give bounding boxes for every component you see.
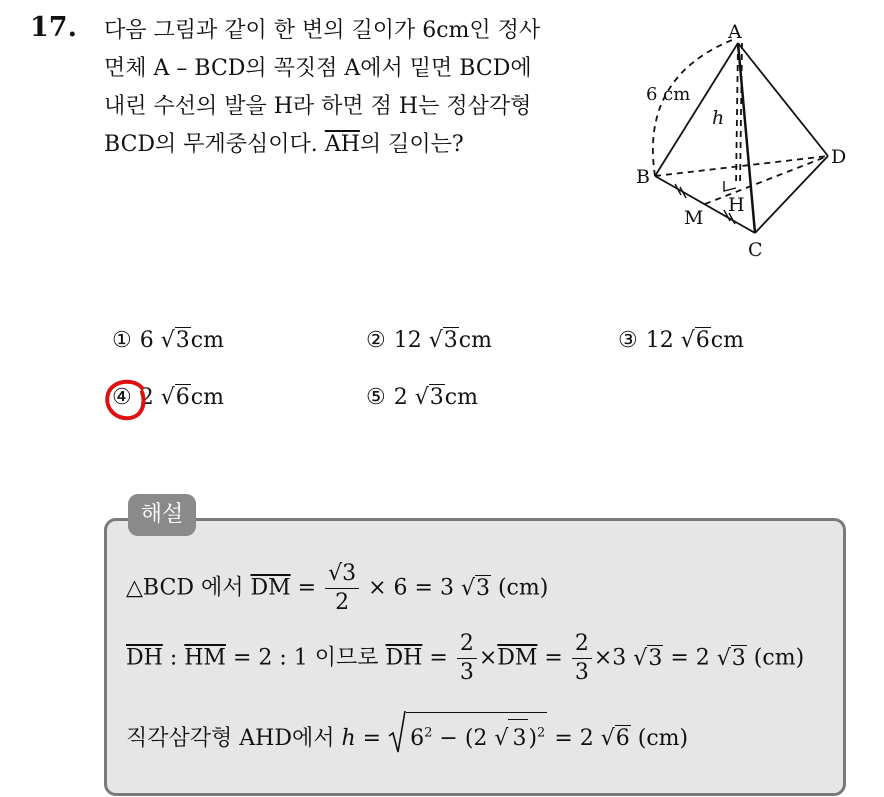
fraction bbox=[325, 560, 359, 617]
solution-line-1 bbox=[126, 560, 548, 617]
choice-1[interactable] bbox=[112, 328, 224, 353]
choice-unit: cm bbox=[458, 328, 492, 353]
choice-number: ⑤ bbox=[366, 385, 386, 410]
radicand: 3 bbox=[443, 328, 458, 353]
label-d: D bbox=[831, 146, 847, 168]
label-b: B bbox=[636, 166, 650, 188]
choice-2[interactable] bbox=[366, 328, 492, 353]
choice-unit: cm bbox=[190, 328, 224, 353]
paren: ) bbox=[528, 726, 538, 751]
choice-5[interactable] bbox=[366, 385, 478, 410]
radicand: 3 bbox=[429, 385, 444, 410]
segment-dh: $\overline{DH}$ bbox=[385, 645, 423, 671]
exponent: 2 bbox=[537, 725, 546, 741]
text: = 2 bbox=[670, 645, 710, 671]
sqrt-hook bbox=[388, 710, 406, 754]
edge-cd bbox=[755, 156, 828, 233]
right-angle-mark bbox=[724, 181, 736, 191]
sqrt-symbol: √3 bbox=[716, 645, 746, 671]
choice-coef: 12 bbox=[645, 328, 674, 353]
colon: : bbox=[169, 645, 178, 671]
segment-dh: $\overline{DH}$ bbox=[126, 645, 163, 671]
question-line-4b: 의 길이는? bbox=[359, 132, 464, 157]
sqrt-symbol: √6 bbox=[160, 385, 190, 410]
choice-number: ④ bbox=[112, 385, 132, 410]
label-h: H bbox=[728, 194, 745, 216]
choice-coef: 6 bbox=[139, 328, 154, 353]
radicand: 3 bbox=[508, 719, 528, 751]
choice-coef: 2 bbox=[393, 385, 408, 410]
choice-number: ① bbox=[112, 328, 132, 353]
altitude-ah bbox=[736, 43, 738, 186]
variable-h: h bbox=[341, 726, 356, 751]
question-text bbox=[104, 12, 604, 164]
fraction bbox=[572, 630, 592, 687]
question-line-2: 면체 A – BCD의 꼭짓점 A에서 밑면 BCD에 bbox=[104, 56, 532, 81]
base: 6 bbox=[410, 726, 425, 751]
text: ×3 bbox=[593, 645, 627, 671]
segment-dm: $\overline{DM}$ bbox=[497, 645, 538, 671]
sqrt-symbol: √ 3 bbox=[494, 719, 528, 751]
segment-hm: $\overline{HM}$ bbox=[184, 645, 226, 671]
equals: = bbox=[544, 645, 563, 671]
solution-tab: 해설 bbox=[128, 494, 196, 536]
radicand: 3 bbox=[731, 645, 746, 671]
text: 직각삼각형 AHD에서 bbox=[126, 726, 335, 751]
solution-line-3 bbox=[126, 712, 688, 752]
numerator: √3 bbox=[325, 560, 359, 589]
label-height: h bbox=[712, 107, 725, 129]
choice-unit: cm bbox=[444, 385, 478, 410]
fraction bbox=[457, 630, 477, 687]
sqrt-symbol: √6 bbox=[600, 726, 630, 751]
sqrt-symbol: √3 bbox=[160, 328, 190, 353]
text: = 2 bbox=[554, 726, 594, 751]
question-line-3: 내린 수선의 발을 H라 하면 점 H는 정삼각형 bbox=[104, 94, 532, 119]
unit: (cm) bbox=[497, 575, 549, 601]
choice-coef: 12 bbox=[393, 328, 422, 353]
answer-mark-circle bbox=[102, 376, 152, 426]
choice-unit: cm bbox=[190, 385, 224, 410]
edge-ab bbox=[655, 43, 738, 176]
equals: = bbox=[429, 645, 448, 671]
choice-number: ② bbox=[366, 328, 386, 353]
numerator: 2 bbox=[572, 630, 592, 659]
segment-ah: $\overline{AH}$ bbox=[324, 132, 360, 157]
label-a: A bbox=[728, 21, 742, 43]
question-line-4 bbox=[104, 126, 604, 164]
radicand: 6 bbox=[175, 385, 190, 410]
unit: (cm) bbox=[637, 726, 689, 751]
denominator: 3 bbox=[574, 660, 589, 685]
radicand: 3 bbox=[475, 575, 490, 601]
numerator: 2 bbox=[457, 630, 477, 659]
radicand: 3 bbox=[175, 328, 190, 353]
label-c: C bbox=[748, 239, 763, 261]
unit: (cm) bbox=[753, 645, 805, 671]
big-sqrt bbox=[388, 712, 547, 751]
sqrt-symbol: √6 bbox=[680, 328, 710, 353]
choice-unit: cm bbox=[710, 328, 744, 353]
choice-3[interactable] bbox=[618, 328, 744, 353]
label-edge-length: 6 cm bbox=[646, 84, 691, 105]
exponent: 2 bbox=[424, 725, 433, 741]
text: (2 bbox=[464, 726, 488, 751]
equals: = bbox=[362, 726, 382, 751]
tetrahedron-diagram bbox=[620, 18, 850, 268]
text: × 6 = 3 bbox=[368, 575, 454, 601]
edge-ad bbox=[738, 43, 828, 156]
radicand bbox=[406, 712, 547, 751]
radicand: 6 bbox=[615, 726, 630, 751]
question-line-4a: BCD의 무게중심이다. bbox=[104, 132, 318, 157]
equals: = bbox=[297, 575, 317, 601]
sqrt-symbol: √3 bbox=[460, 575, 490, 601]
radicand: 3 bbox=[648, 645, 663, 671]
text: △BCD 에서 bbox=[126, 575, 244, 601]
question-number: 17. bbox=[30, 12, 77, 43]
sqrt-symbol: √3 bbox=[414, 385, 444, 410]
label-m: M bbox=[684, 207, 704, 229]
text: = 2 : 1 이므로 bbox=[232, 645, 379, 671]
times: × bbox=[478, 645, 498, 671]
question-line-1: 다음 그림과 같이 한 변의 길이가 6cm인 정사 bbox=[104, 18, 541, 43]
segment-dm: $\overline{DM}$ bbox=[250, 575, 291, 601]
radicand: 6 bbox=[695, 328, 710, 353]
sqrt-symbol: √3 bbox=[633, 645, 663, 671]
choice-number: ③ bbox=[618, 328, 638, 353]
denominator: 3 bbox=[459, 660, 474, 685]
solution-line-2 bbox=[126, 630, 804, 687]
sqrt-symbol: √3 bbox=[428, 328, 458, 353]
minus: − bbox=[439, 726, 458, 751]
denominator: 2 bbox=[335, 590, 350, 615]
choice-coef: 2 bbox=[139, 385, 154, 410]
